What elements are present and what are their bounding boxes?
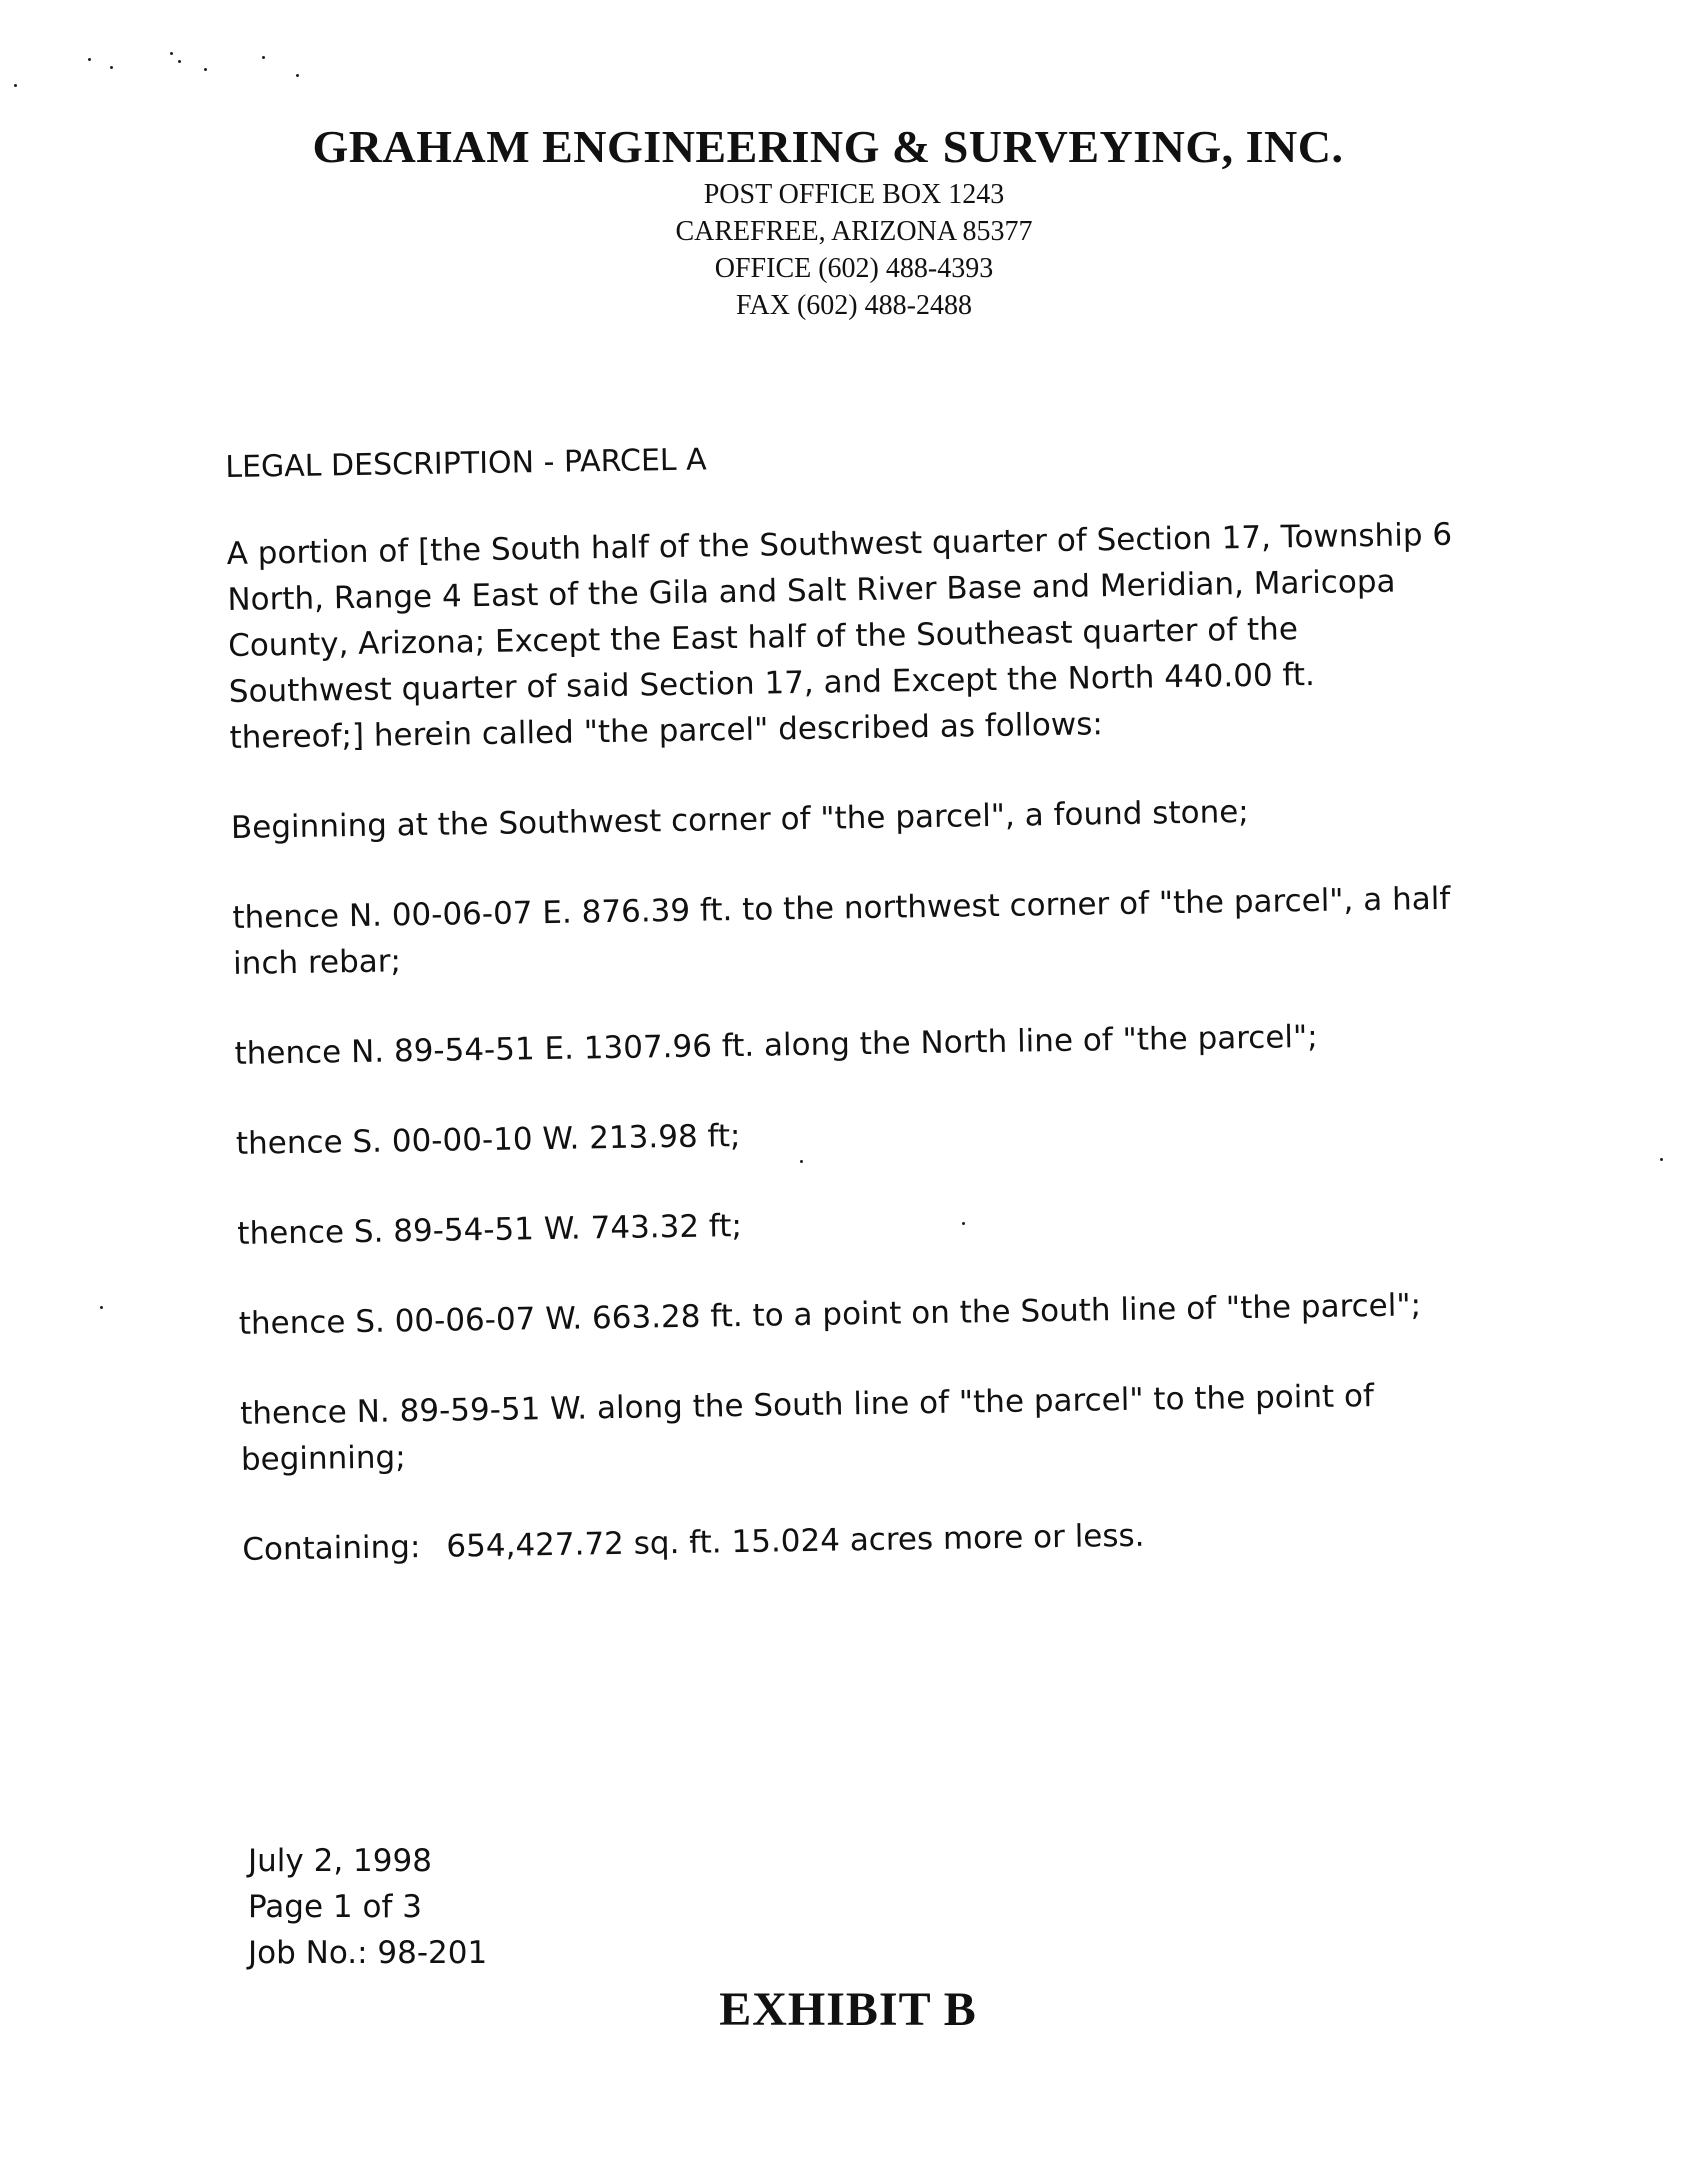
description-paragraph: thence S. 00-00-10 W. 213.98 ft; (235, 1117, 741, 1162)
description-paragraph: thence N. 00-06-07 E. 876.39 ft. to the northwest corner of "the parcel", a half inch rebar; (232, 880, 1451, 982)
description-paragraph: thence S. 89-54-51 W. 743.32 ft; (237, 1207, 743, 1252)
containing-label: Containing: (242, 1529, 421, 1568)
fax-number: FAX (602) 488-2488 (736, 290, 972, 321)
legal-description (225, 426, 1473, 1617)
containing-line (242, 1508, 1473, 1573)
address-line-2: CAREFREE, ARIZONA 85377 (675, 216, 1033, 247)
description-paragraph: Beginning at the Southwest corner of "the parcel", a found stone; (230, 793, 1249, 846)
containing-value: 654,427.72 sq. ft. 15.024 acres more or less. (446, 1517, 1145, 1565)
description-paragraph: thence N. 89-54-51 E. 1307.96 ft. along the North line of "the parcel"; (234, 1018, 1318, 1072)
job-number: Job No.: 98-201 (248, 1935, 488, 1971)
footer-block (248, 1838, 487, 1976)
page-number: Page 1 of 3 (248, 1889, 422, 1925)
description-paragraph: thence S. 00-06-07 W. 663.28 ft. to a point on the South line of "the parcel"; (238, 1287, 1422, 1342)
letterhead (0, 118, 1696, 324)
document-date: July 2, 1998 (248, 1843, 432, 1879)
document-heading: LEGAL DESCRIPTION - PARCEL A (225, 442, 707, 485)
description-paragraph: A portion of [the South half of the Southwest quarter of Section 17, Township 6 North, Range 4 East of the Gila and Salt River Base and Meridian, Maricopa County, Arizona; Except the East half of the Southeast quarter of the Southwest quarter of said Section 17, and Except the North 440.00 ft. thereof;] herein called "the parcel" described as follows: (226, 516, 1453, 756)
description-paragraph: thence N. 89-59-51 W. along the South line of "the parcel" to the point of beginning; (239, 1378, 1375, 1478)
exhibit-label: EXHIBIT B (719, 1983, 977, 2036)
address-line-1: POST OFFICE BOX 1243 (703, 179, 1005, 210)
office-phone: OFFICE (602) 488-4393 (714, 253, 994, 284)
company-name: GRAHAM ENGINEERING & SURVEYING, INC. (312, 121, 1344, 172)
